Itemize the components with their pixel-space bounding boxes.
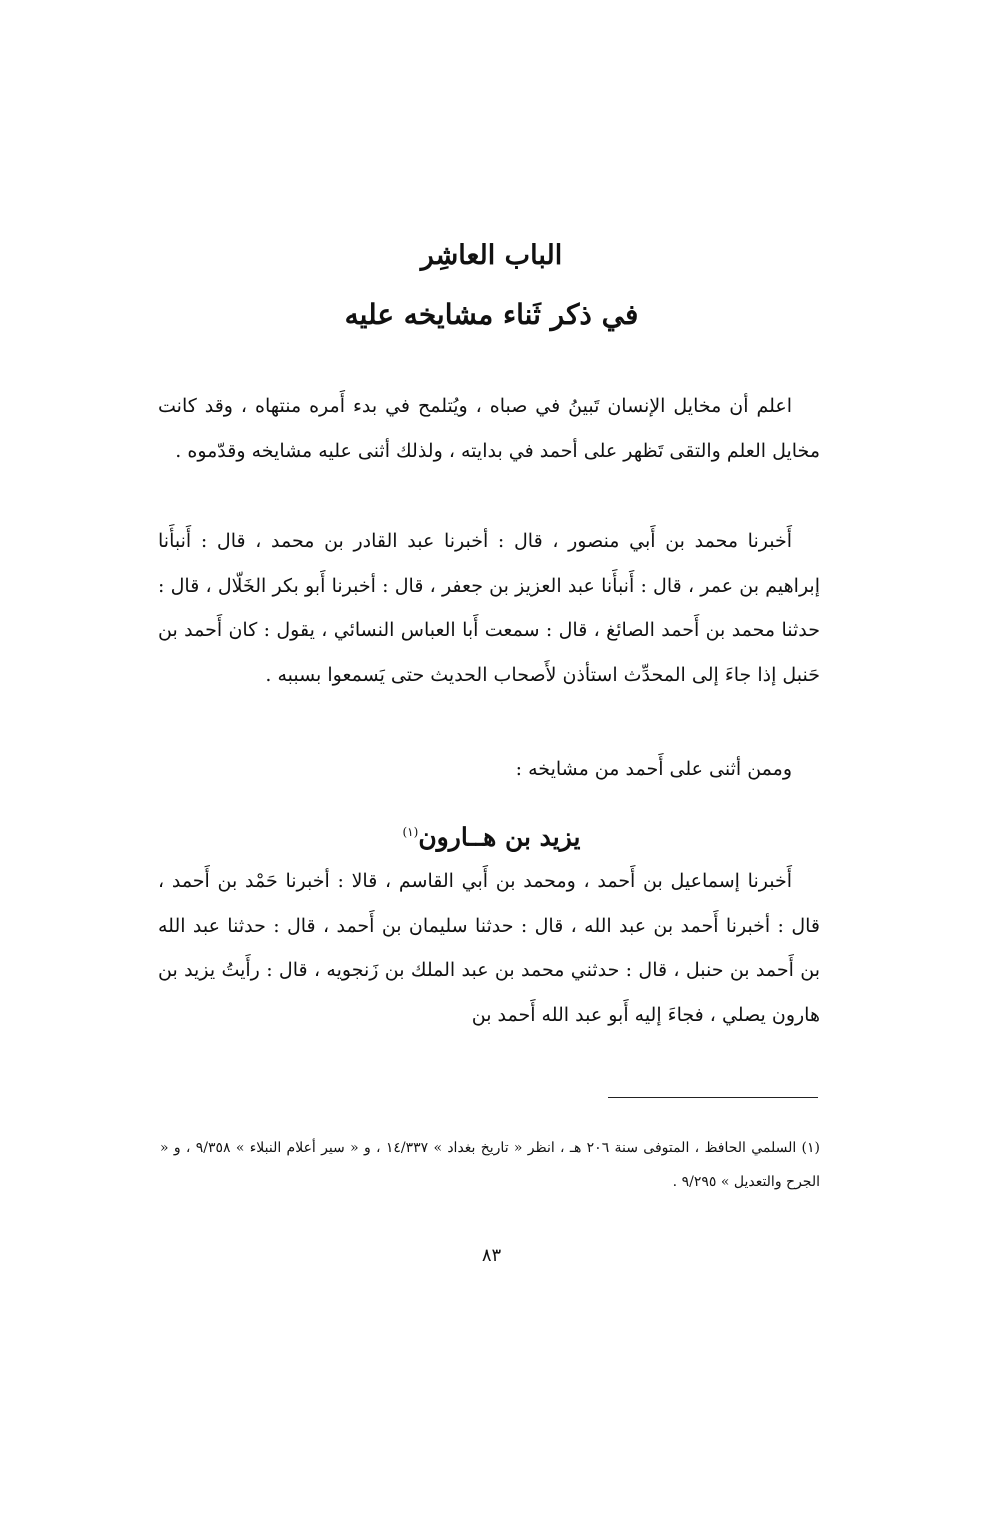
footnote [160, 1131, 820, 1199]
paragraph-narration [158, 519, 820, 697]
paragraph-text: وممن أثنى على أَحمد من مشايخه : [515, 758, 792, 780]
paragraph-yazid [158, 859, 820, 1037]
paragraph-text: أَخبرنا إسماعيل بن أَحمد ، ومحمد بن أَبي القاسم ، قالا : أخبرنا حَمْد بن أَحمد ، قال : أخبرنا أَحمد بن عبد الله ، قال : حدثنا سليمان بن أَحمد ، قال : حدثنا عبد الله بن أَحمد بن حنبل ، قال : حدثني محمد بن عبد الملك بن زَنجويه ، قال : رأَيتُ يزيد بن هارون يصلي ، فجاءَ إليه أَبو عبد الله أَحمد بن [158, 870, 820, 1026]
paragraph-transition [158, 747, 820, 792]
footnote-marker: (١) [402, 825, 419, 839]
chapter-subtitle: في ذكر ثَناء مشايخه عليه [344, 298, 639, 331]
paragraph-text: أَخبرنا محمد بن أَبي منصور ، قال : أخبرنا عبد القادر بن محمد ، قال : أَنبأَنا إبراهيم بن عمر ، قال : أَنبأَنا عبد العزيز بن جعفر ، قال : أخبرنا أَبو بكر الخَلّال ، قال : حدثنا محمد بن أَحمد الصائغ ، قال : سمعت أَبا العباس النسائي ، يقول : كان أَحمد بن حَنبل إذا جاءَ إلى المحدِّث استأذن لأَصحاب الحديث حتى يَسمعوا بسببه . [158, 530, 820, 686]
paragraph-text: اعلم أن مخايل الإنسان تَبينُ في صباه ، ويُتلمح في بدء أَمره منتهاه ، وقد كانت مخايل العلم والتقى تَظهر على أحمد في بدايته ، ولذلك أثنى عليه مشايخه وقدّموه . [158, 395, 820, 462]
section-heading-text: يزيد بن هــارون [418, 822, 581, 852]
footnote-text: (١) السلمي الحافظ ، المتوفى سنة ٢٠٦ هـ ، انظر « تاريخ بغداد » ١٤/٣٣٧ ، و « سير أعلام النبلاء » ٩/٣٥٨ ، و « الجرح والتعديل » ٩/٢٩٥ . [160, 1140, 820, 1190]
page-number: ٨٣ [481, 1245, 502, 1266]
chapter-title: الباب العاشِر [420, 240, 563, 271]
section-heading [0, 812, 983, 857]
footnote-divider [608, 1097, 818, 1098]
paragraph-intro [158, 384, 820, 473]
